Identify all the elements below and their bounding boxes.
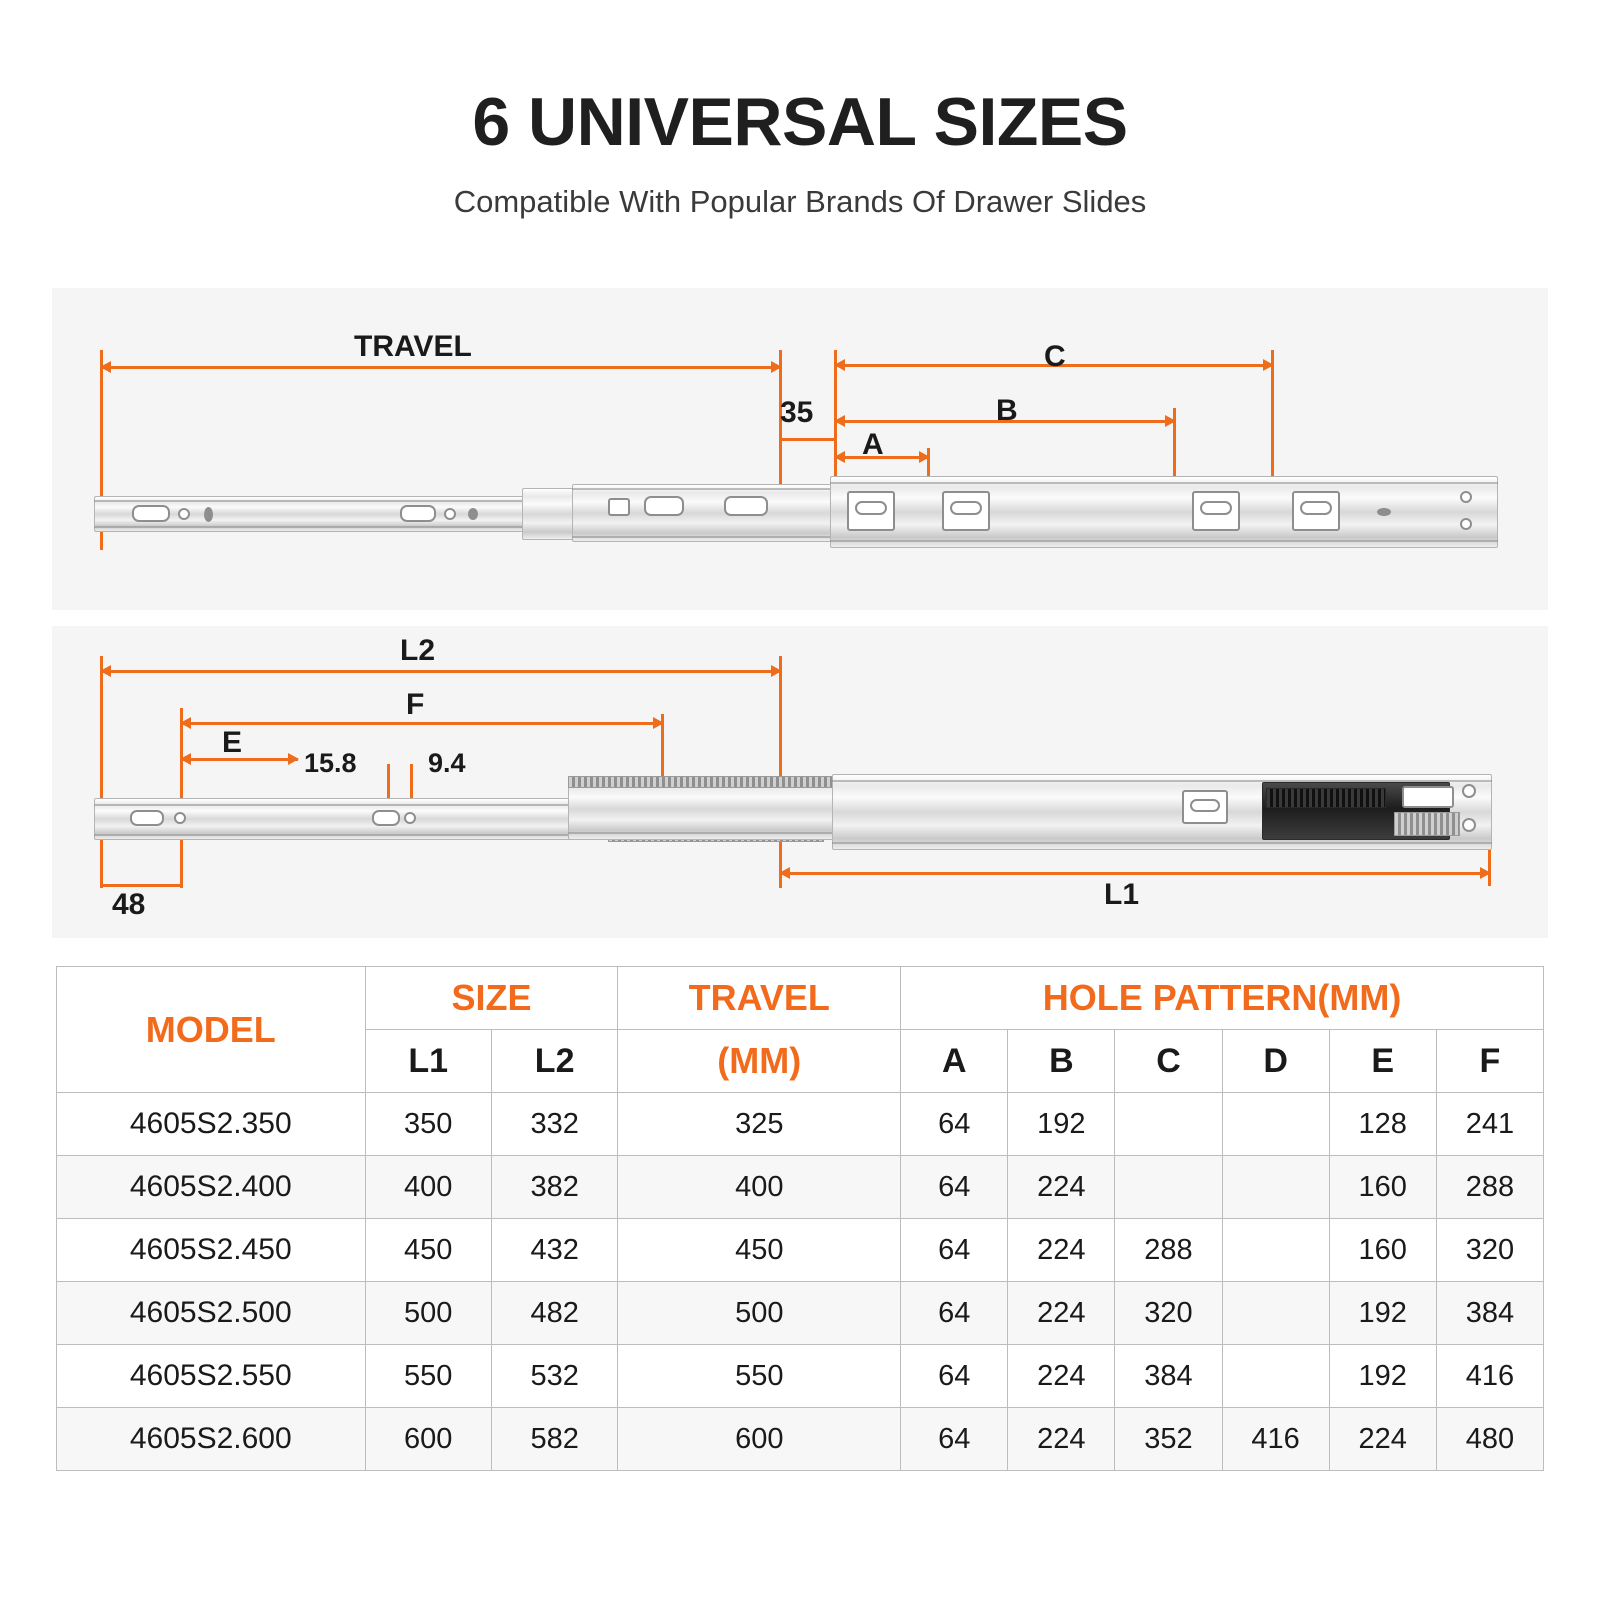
rail-hole bbox=[724, 496, 768, 516]
diagram-panel-bottom bbox=[52, 626, 1548, 938]
header-d: D bbox=[1222, 1030, 1329, 1093]
outer-rail-segment bbox=[830, 476, 1498, 548]
mount-hole-slot bbox=[1200, 501, 1232, 515]
rail-marker bbox=[1377, 508, 1391, 516]
cell-b: 224 bbox=[1008, 1282, 1115, 1345]
cell-a: 64 bbox=[901, 1282, 1008, 1345]
a-arrow-left bbox=[834, 451, 845, 463]
header-l2: L2 bbox=[491, 1030, 617, 1093]
cell-f: 320 bbox=[1436, 1219, 1543, 1282]
cell-model: 4605S2.500 bbox=[57, 1282, 366, 1345]
cell-a: 64 bbox=[901, 1408, 1008, 1471]
l1-dim-line bbox=[779, 872, 1491, 875]
cell-c: 384 bbox=[1115, 1345, 1222, 1408]
rail-marker bbox=[204, 507, 213, 522]
l2-left-extension bbox=[100, 656, 103, 888]
table-row bbox=[57, 1282, 1544, 1345]
specifications-table bbox=[56, 966, 1544, 1471]
cell-model: 4605S2.450 bbox=[57, 1219, 366, 1282]
cell-e: 128 bbox=[1329, 1093, 1436, 1156]
table-row bbox=[57, 1093, 1544, 1156]
b-arrow-left bbox=[834, 415, 845, 427]
rail-groove bbox=[572, 488, 834, 490]
cell-e: 224 bbox=[1329, 1408, 1436, 1471]
cell-l1: 350 bbox=[365, 1093, 491, 1156]
cell-b: 192 bbox=[1008, 1093, 1115, 1156]
diagram-panel-top bbox=[52, 288, 1548, 610]
cell-d: 416 bbox=[1222, 1408, 1329, 1471]
soft-close-hole bbox=[1402, 786, 1454, 808]
travel-arrow-left bbox=[100, 361, 111, 373]
label-9-4: 9.4 bbox=[428, 748, 466, 778]
cell-l2: 482 bbox=[491, 1282, 617, 1345]
mount-hole-slot bbox=[855, 501, 887, 515]
cell-model: 4605S2.350 bbox=[57, 1093, 366, 1156]
page-title: 6 UNIVERSAL SIZES bbox=[472, 84, 1128, 160]
cell-travel: 325 bbox=[618, 1093, 901, 1156]
e-arrow-left bbox=[180, 753, 191, 765]
cell-b: 224 bbox=[1008, 1345, 1115, 1408]
header-travel-unit: (MM) bbox=[618, 1030, 901, 1093]
cell-f: 288 bbox=[1436, 1156, 1543, 1219]
cell-c: 320 bbox=[1115, 1282, 1222, 1345]
label-f: F bbox=[406, 688, 425, 721]
header-model: MODEL bbox=[57, 967, 366, 1093]
mount-hole-slot bbox=[1190, 799, 1220, 812]
rail-hole bbox=[1462, 818, 1476, 832]
table-row bbox=[57, 1408, 1544, 1471]
cell-a: 64 bbox=[901, 1345, 1008, 1408]
cell-model: 4605S2.400 bbox=[57, 1156, 366, 1219]
rail-hole bbox=[174, 812, 186, 824]
rail-hole bbox=[400, 505, 436, 522]
rail-hole bbox=[132, 505, 170, 522]
cell-c: 288 bbox=[1115, 1219, 1222, 1282]
cell-c: 352 bbox=[1115, 1408, 1222, 1471]
cell-d bbox=[1222, 1156, 1329, 1219]
cell-a: 64 bbox=[901, 1156, 1008, 1219]
label-travel: TRAVEL bbox=[354, 330, 472, 363]
cell-l2: 382 bbox=[491, 1156, 617, 1219]
f-arrow-left bbox=[180, 717, 191, 729]
label-l1: L1 bbox=[1104, 878, 1140, 911]
cell-travel: 500 bbox=[618, 1282, 901, 1345]
soft-close-track bbox=[1266, 788, 1386, 808]
cell-travel: 550 bbox=[618, 1345, 901, 1408]
cell-l1: 550 bbox=[365, 1345, 491, 1408]
rail-hole bbox=[444, 508, 456, 520]
rail-hole bbox=[1460, 491, 1472, 503]
rail-hole bbox=[1462, 784, 1476, 798]
rail-hole bbox=[1460, 518, 1472, 530]
cell-l2: 532 bbox=[491, 1345, 617, 1408]
spring-coil bbox=[1394, 812, 1460, 836]
rail-hole bbox=[372, 810, 400, 826]
rail-marker bbox=[468, 508, 478, 520]
cell-model: 4605S2.550 bbox=[57, 1345, 366, 1408]
label-35: 35 bbox=[780, 396, 814, 429]
f-dim-line bbox=[180, 722, 664, 725]
cell-travel: 450 bbox=[618, 1219, 901, 1282]
rail-groove bbox=[832, 842, 1492, 844]
cell-e: 160 bbox=[1329, 1156, 1436, 1219]
l2-dim-line bbox=[100, 670, 782, 673]
header-f: F bbox=[1436, 1030, 1543, 1093]
d35-dim-line bbox=[779, 438, 835, 441]
header-e: E bbox=[1329, 1030, 1436, 1093]
cell-e: 160 bbox=[1329, 1219, 1436, 1282]
header-b: B bbox=[1008, 1030, 1115, 1093]
header-size: SIZE bbox=[365, 967, 618, 1030]
cell-e: 192 bbox=[1329, 1345, 1436, 1408]
table-group-header-row bbox=[57, 967, 1544, 1030]
cell-c bbox=[1115, 1093, 1222, 1156]
header-l1: L1 bbox=[365, 1030, 491, 1093]
rail-hole bbox=[404, 812, 416, 824]
mount-hole-slot bbox=[950, 501, 982, 515]
cell-a: 64 bbox=[901, 1093, 1008, 1156]
label-l2: L2 bbox=[400, 634, 436, 667]
mount-hole-slot bbox=[1300, 501, 1332, 515]
rail-groove bbox=[572, 536, 834, 538]
label-15-8: 15.8 bbox=[304, 748, 357, 778]
cell-f: 384 bbox=[1436, 1282, 1543, 1345]
label-e: E bbox=[222, 726, 243, 759]
cell-model: 4605S2.600 bbox=[57, 1408, 366, 1471]
d48-dim-line bbox=[100, 884, 182, 887]
cell-l2: 332 bbox=[491, 1093, 617, 1156]
e-arrow-right bbox=[288, 753, 299, 765]
cell-d bbox=[1222, 1345, 1329, 1408]
cell-d bbox=[1222, 1282, 1329, 1345]
cell-b: 224 bbox=[1008, 1156, 1115, 1219]
rail-hole bbox=[608, 498, 630, 516]
cell-l1: 450 bbox=[365, 1219, 491, 1282]
cell-d bbox=[1222, 1219, 1329, 1282]
cell-f: 480 bbox=[1436, 1408, 1543, 1471]
l2-arrow-left bbox=[100, 665, 111, 677]
cell-l1: 500 bbox=[365, 1282, 491, 1345]
label-c: C bbox=[1044, 340, 1066, 373]
l1-arrow-left bbox=[779, 867, 790, 879]
header-c: C bbox=[1115, 1030, 1222, 1093]
c-arrow-left bbox=[834, 359, 845, 371]
cell-l1: 400 bbox=[365, 1156, 491, 1219]
cell-l2: 582 bbox=[491, 1408, 617, 1471]
label-a: A bbox=[862, 428, 884, 461]
rail-hole bbox=[644, 496, 684, 516]
cell-c bbox=[1115, 1156, 1222, 1219]
travel-dim-line bbox=[100, 366, 782, 369]
rail-groove bbox=[830, 540, 1498, 542]
cell-travel: 600 bbox=[618, 1408, 901, 1471]
cell-b: 224 bbox=[1008, 1219, 1115, 1282]
cell-travel: 400 bbox=[618, 1156, 901, 1219]
table-row bbox=[57, 1345, 1544, 1408]
label-48: 48 bbox=[112, 888, 146, 921]
cell-f: 416 bbox=[1436, 1345, 1543, 1408]
table-row bbox=[57, 1156, 1544, 1219]
cell-l1: 600 bbox=[365, 1408, 491, 1471]
header-travel: TRAVEL bbox=[618, 967, 901, 1030]
rail-hole bbox=[178, 508, 190, 520]
rail-hole bbox=[130, 810, 164, 826]
header-a: A bbox=[901, 1030, 1008, 1093]
rail-groove bbox=[94, 500, 572, 502]
cell-d bbox=[1222, 1093, 1329, 1156]
header-hole-pattern: HOLE PATTERN(MM) bbox=[901, 967, 1544, 1030]
page-subtitle: Compatible With Popular Brands Of Drawer Slides bbox=[453, 184, 1147, 219]
cell-f: 241 bbox=[1436, 1093, 1543, 1156]
rail-groove bbox=[94, 526, 572, 528]
cell-e: 192 bbox=[1329, 1282, 1436, 1345]
cell-a: 64 bbox=[901, 1219, 1008, 1282]
rail-groove bbox=[830, 482, 1498, 484]
label-b: B bbox=[996, 394, 1018, 427]
table-row bbox=[57, 1219, 1544, 1282]
cell-b: 224 bbox=[1008, 1408, 1115, 1471]
cell-l2: 432 bbox=[491, 1219, 617, 1282]
